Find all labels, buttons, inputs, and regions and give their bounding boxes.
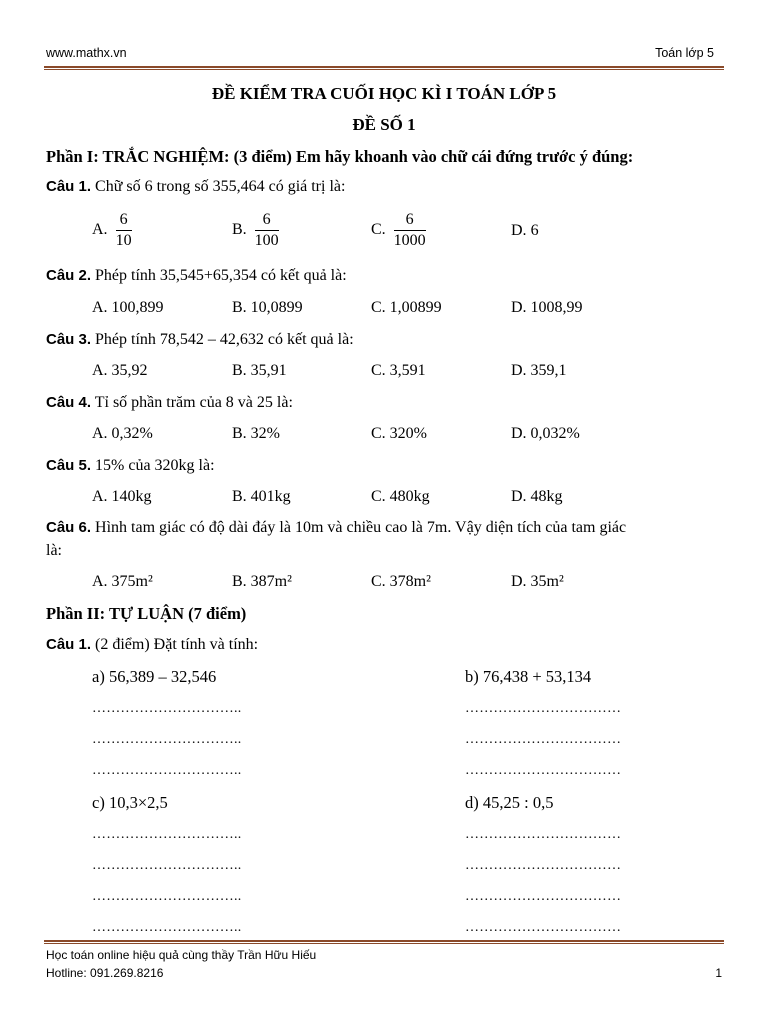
question-label: Câu 1. [46,178,92,195]
q2-option-c[interactable]: C. 1,00899 [371,299,442,316]
answer-line[interactable]: ………………………….. [92,920,242,935]
question-1 [46,178,345,196]
answer-line[interactable]: …………………………… [465,827,622,842]
question-text: Phép tính 78,542 – 42,632 có kết quả là: [91,331,354,348]
question-6-continuation: là: [46,542,62,559]
answer-line[interactable]: …………………………… [465,701,622,716]
question-4 [46,394,293,412]
q2-option-a[interactable]: A. 100,899 [92,299,164,316]
denominator: 1000 [393,232,426,249]
answer-line[interactable]: …………………………… [465,732,622,747]
answer-line[interactable]: ………………………….. [92,827,242,842]
footer-tagline: Học toán online hiệu quả cùng thầy Trần Hữu Hiếu [46,948,317,962]
answer-line[interactable]: ………………………….. [92,732,242,747]
subject-label: Toán lớp 5 [655,46,714,60]
exercise-b: b) 76,438 + 53,134 [465,667,592,686]
answer-line[interactable]: ………………………….. [92,701,242,716]
q6-option-d[interactable]: D. 35m² [511,573,564,590]
q1-option-d[interactable] [511,222,539,240]
question-label: Câu 2. [46,267,92,284]
q4-option-c[interactable]: C. 320% [371,425,427,442]
question-text: Tỉ số phần trăm của 8 và 25 là: [91,394,293,411]
q2-option-b[interactable]: B. 10,0899 [232,299,303,316]
q1-option-a[interactable] [92,210,132,251]
question-label: Câu 5. [46,457,92,474]
answer-line[interactable]: ………………………….. [92,858,242,873]
exam-title: ĐỀ KIỂM TRA CUỐI HỌC KÌ I TOÁN LỚP 5 [211,84,557,103]
exercise-c: c) 10,3×2,5 [92,793,168,812]
page-number: 1 [715,966,722,980]
q2-option-d[interactable]: D. 1008,99 [511,299,583,316]
q6-option-b[interactable]: B. 387m² [232,573,292,590]
q4-option-b[interactable]: B. 32% [232,425,280,442]
question-2 [46,267,347,285]
fraction [394,210,426,251]
q3-option-d[interactable]: D. 359,1 [511,362,567,379]
q5-option-a[interactable]: A. 140kg [92,488,152,505]
question-6 [46,519,626,537]
q1-option-c[interactable] [371,210,426,251]
exam-number: ĐỀ SỐ 1 [352,115,416,134]
part2-heading: Phần II: TỰ LUẬN (7 điểm) [46,604,247,623]
exercise-d: d) 45,25 : 0,5 [465,793,554,812]
answer-line[interactable]: …………………………… [465,889,622,904]
answer-line[interactable]: …………………………… [465,858,622,873]
q1-option-b[interactable] [232,210,279,251]
q6-option-a[interactable]: A. 375m² [92,573,153,590]
answer-line[interactable]: ………………………….. [92,763,242,778]
numerator: 6 [116,210,132,231]
q4-option-a[interactable]: A. 0,32% [92,425,153,442]
q6-option-c[interactable]: C. 378m² [371,573,431,590]
q5-option-d[interactable]: D. 48kg [511,488,563,505]
question-text: 15% của 320kg là: [91,457,215,474]
option-letter: D. [511,222,527,239]
denominator: 100 [254,232,279,249]
header-rule [44,66,724,70]
option-letter: C. [371,221,386,239]
site-url: www.mathx.vn [46,46,127,60]
question-text: (2 điểm) Đặt tính và tính: [91,636,259,653]
question-text: Chữ số 6 trong số 355,464 có giá trị là: [91,178,346,195]
numerator: 6 [255,210,279,231]
option-value: 6 [530,222,539,239]
question-5 [46,457,215,475]
fraction [255,210,279,251]
part1-heading: Phần I: TRẮC NGHIỆM: (3 điểm) Em hãy khoanh vào chữ cái đứng trước ý đúng: [46,147,634,166]
denominator: 10 [115,232,132,249]
footer-hotline: Hotline: 091.269.8216 [46,966,164,980]
answer-line[interactable]: …………………………… [465,920,622,935]
fraction [116,210,132,251]
q5-option-c[interactable]: C. 480kg [371,488,430,505]
q3-option-c[interactable]: C. 3,591 [371,362,426,379]
question-label: Câu 4. [46,394,92,411]
q3-option-b[interactable]: B. 35,91 [232,362,287,379]
numerator: 6 [394,210,426,231]
answer-line[interactable]: ………………………….. [92,889,242,904]
answer-line[interactable]: …………………………… [465,763,622,778]
question-label: Câu 6. [46,519,92,536]
question-label: Câu 1. [46,636,92,653]
q5-option-b[interactable]: B. 401kg [232,488,291,505]
question-text: Hình tam giác có độ dài đáy là 10m và chiều cao là 7m. Vậy diện tích của tam giác [91,519,627,536]
question-text: Phép tính 35,545+65,354 có kết quả là: [91,267,347,284]
footer-rule [44,940,724,944]
part2-question-1 [46,636,258,654]
option-letter: A. [92,221,108,239]
q3-option-a[interactable]: A. 35,92 [92,362,148,379]
exercise-a: a) 56,389 – 32,546 [92,667,217,686]
question-3 [46,331,354,349]
option-letter: B. [232,221,247,239]
question-label: Câu 3. [46,331,92,348]
q4-option-d[interactable]: D. 0,032% [511,425,580,442]
